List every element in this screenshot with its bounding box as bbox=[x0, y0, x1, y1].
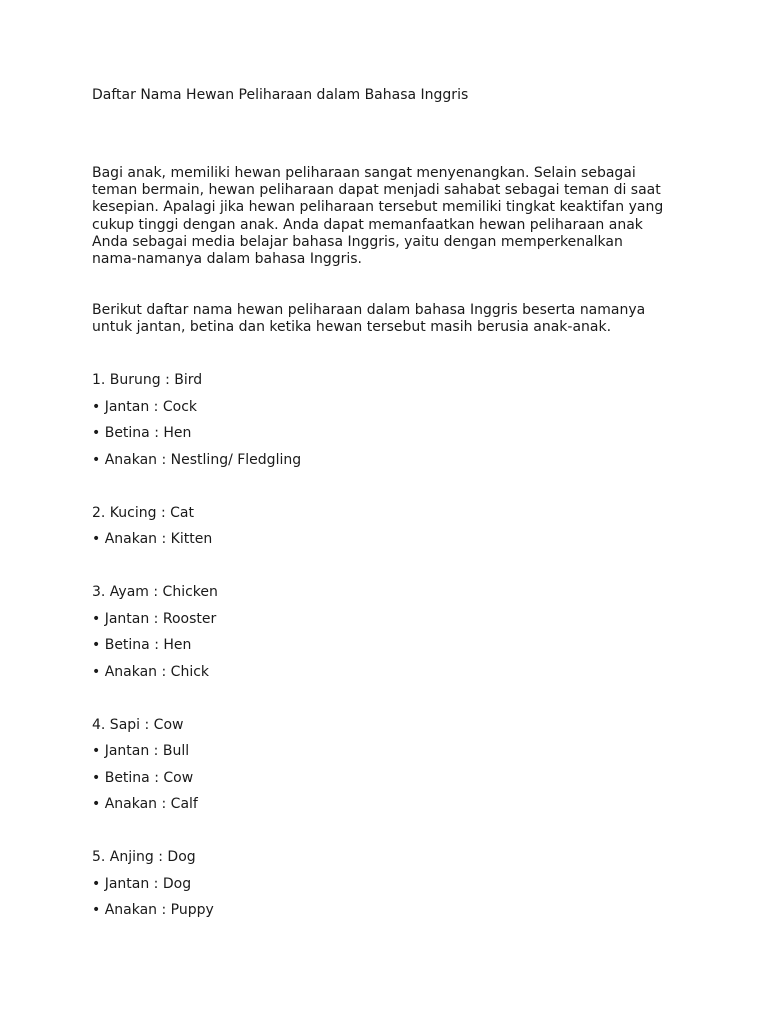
paragraph-line: cukup tinggi dengan anak. Anda dapat memanfaatkan hewan peliharaan anak bbox=[92, 216, 643, 233]
animal-detail: • Jantan : Cock bbox=[92, 399, 197, 415]
paragraph-line: nama-namanya dalam bahasa Inggris. bbox=[92, 251, 363, 268]
animal-heading: 5. Anjing : Dog bbox=[92, 849, 196, 865]
animal-heading: 3. Ayam : Chicken bbox=[92, 584, 218, 600]
list-intro-paragraph bbox=[92, 302, 692, 336]
paragraph-line: teman bermain, hewan peliharaan dapat menjadi sahabat sebagai teman di saat bbox=[92, 182, 661, 199]
animal-detail: • Betina : Hen bbox=[92, 425, 192, 441]
animal-heading: 1. Burung : Bird bbox=[92, 372, 203, 388]
animal-detail: • Anakan : Chick bbox=[92, 664, 210, 680]
animal-detail: • Jantan : Bull bbox=[92, 743, 190, 759]
paragraph-line: untuk jantan, betina dan ketika hewan tersebut masih berusia anak-anak. bbox=[92, 319, 612, 336]
animal-detail: • Betina : Hen bbox=[92, 637, 192, 653]
paragraph-line: Anda sebagai media belajar bahasa Inggris, yaitu dengan memperkenalkan bbox=[92, 233, 623, 250]
intro-paragraph bbox=[92, 165, 692, 268]
paragraph-line: kesepian. Apalagi jika hewan peliharaan tersebut memiliki tingkat keaktifan yang bbox=[92, 199, 664, 216]
animal-heading: 4. Sapi : Cow bbox=[92, 717, 184, 733]
animal-detail: • Anakan : Calf bbox=[92, 796, 198, 812]
animal-detail: • Anakan : Puppy bbox=[92, 902, 214, 918]
animal-detail: • Anakan : Nestling/ Fledgling bbox=[92, 452, 302, 468]
animal-detail: • Jantan : Rooster bbox=[92, 611, 217, 627]
animal-heading: 2. Kucing : Cat bbox=[92, 505, 194, 521]
animal-detail: • Betina : Cow bbox=[92, 770, 194, 786]
animal-detail: • Jantan : Dog bbox=[92, 876, 192, 892]
animal-detail: • Anakan : Kitten bbox=[92, 531, 213, 547]
document-title: Daftar Nama Hewan Peliharaan dalam Bahasa Inggris bbox=[92, 87, 469, 103]
paragraph-line: Bagi anak, memiliki hewan peliharaan sangat menyenangkan. Selain sebagai bbox=[92, 165, 636, 181]
paragraph-line: Berikut daftar nama hewan peliharaan dalam bahasa Inggris beserta namanya bbox=[92, 302, 646, 318]
